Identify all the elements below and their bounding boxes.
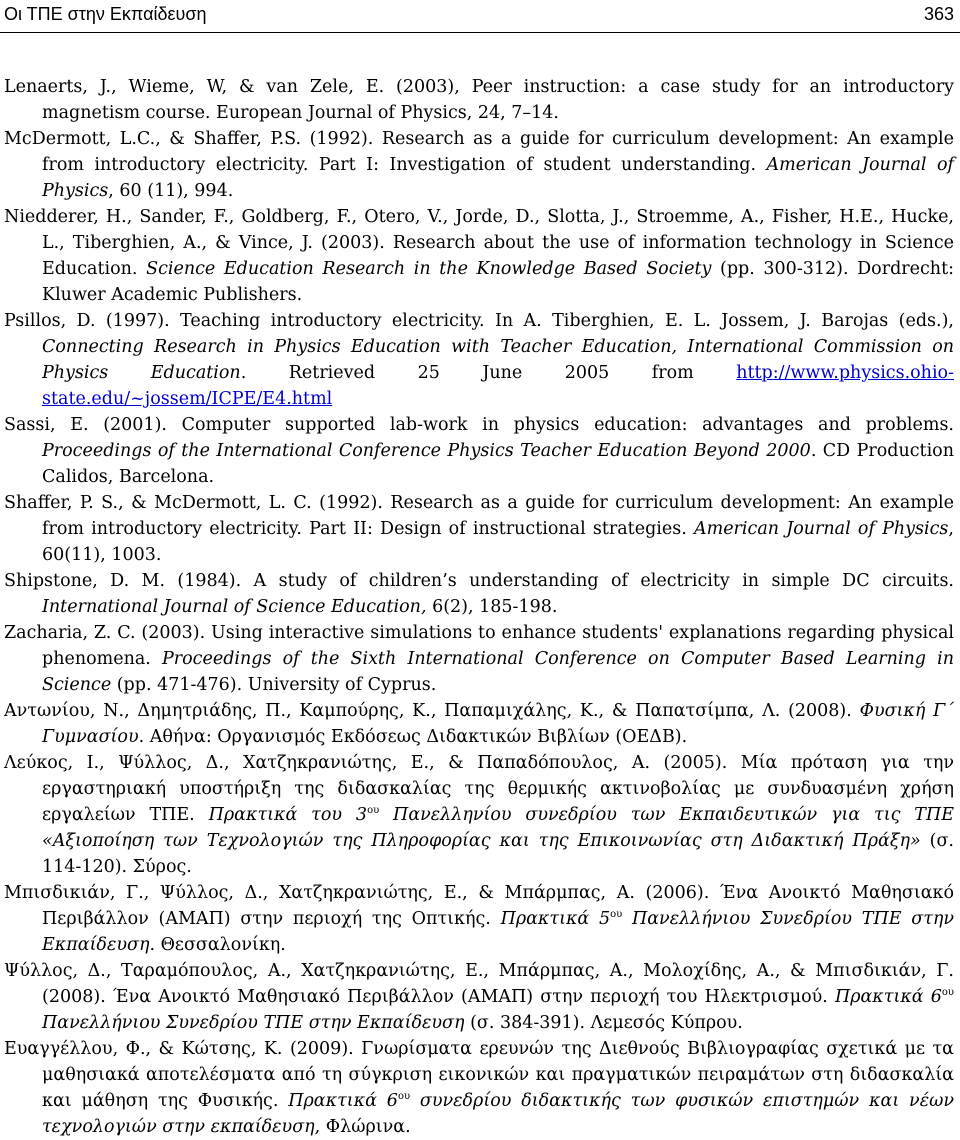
reference-details: . CD Production Calidos, Barcelona. (42, 441, 954, 487)
reference-superscript: ου (397, 1091, 411, 1103)
reference-item (4, 568, 954, 620)
reference-item (4, 958, 954, 1036)
reference-source: Πρακτικά 6 (834, 987, 942, 1007)
reference-source-cont: συνεδρίου διδακτικής των φυσικών επιστημών και νέων τεχνολογιών στην εκπαίδευση (42, 1091, 954, 1137)
reference-source: Πρακτικά 5 (500, 909, 611, 929)
reference-text: Shaffer, P. S., & McDermott, L. C. (1992). Research as a guide for curriculum development: An example from introductory electricity. Part II: Design of instructional strategies. (4, 493, 954, 539)
reference-source: Φυσική Γ΄ Γυμνασίου (42, 701, 955, 747)
reference-source-cont: Πανελλήνιου Συνεδρίου ΤΠΕ στην Εκπαίδευση (42, 1013, 465, 1033)
reference-item (4, 698, 954, 750)
reference-text: Λεύκος, Ι., Ψύλλος, Δ., Χατζηκρανιώτης, Ε., & Παπαδόπουλος, Α. (2005). Μία πρόταση για την εργαστηριακή υποστήριξη της διδασκαλίας της θερμικής ακτινοβολίας με συνδυασμένη χρήση εργαλείων ΤΠΕ. (4, 753, 954, 825)
running-title: Οι ΤΠΕ στην Εκπαίδευση (4, 4, 207, 24)
reference-text: Psillos, D. (1997). Teaching introductory electricity. In A. Tiberghien, E. L. Jossem, J. Barojas (eds.), (4, 311, 954, 331)
reference-source: American Journal of Physics (42, 155, 954, 201)
page-header (0, 0, 960, 33)
reference-source: International Journal of Science Education, (42, 597, 427, 617)
reference-item (4, 1036, 954, 1140)
reference-details: . Αθήνα: Οργανισμός Εκδόσεως Διδακτικών Βιβλίων (ΟΕΔΒ). (138, 727, 688, 747)
reference-details: . Θεσσαλονίκη. (149, 935, 286, 955)
reference-source: American Journal of Physics (693, 519, 949, 539)
reference-item (4, 74, 954, 126)
reference-details: (pp. 300-312). Dordrecht: Kluwer Academic Publishers. (42, 259, 954, 305)
reference-item (4, 620, 954, 698)
reference-text: Μπισδικιάν, Γ., Ψύλλος, Δ., Χατζηκρανιώτης, Ε., & Μπάρμπας, Α. (2006). Ένα Ανοικτό Μαθησιακό Περιβάλλον (ΑΜΑΠ) στην περιοχή της Οπτικής. (4, 883, 954, 929)
reference-source: Proceedings of the Sixth International Conference on Computer Based Learning in Science (42, 649, 954, 695)
reference-details: , 60 (11), 994. (108, 181, 234, 201)
reference-text: Ευαγγέλλου, Φ., & Κώτσης, Κ. (2009). Γνωρίσματα ερευνών της Διεθνούς Βιβλιογραφίας σχετικά με τα μαθησιακά αποτελέσματα από τη σύγκριση εικονικών και πραγματικών πειραμάτων στη διδασκαλία και μάθηση της Φυσικής. (4, 1039, 954, 1111)
reference-superscript: ου (367, 805, 380, 817)
reference-text: Shipstone, D. M. (1984). A study of children’s understanding of electricity in simple DC circuits. (4, 571, 954, 591)
reference-source: Science Education Research in the Knowledge Based Society (146, 259, 712, 279)
reference-text: Αντωνίου, Ν., Δημητριάδης, Π., Καμπούρης, Κ., Παπαμιχάλης, Κ., & Παπατσίμπα, Λ. (2008). (4, 701, 860, 721)
reference-details: 6(2), 185-198. (426, 597, 558, 617)
reference-source: Πρακτικά 6 (288, 1091, 398, 1111)
reference-text: Sassi, E. (2001). Computer supported lab-work in physics education: advantages and problems. (4, 415, 954, 435)
reference-source: Proceedings of the International Conference Physics Teacher Education Beyond 2000 (42, 441, 811, 461)
reference-superscript: ου (610, 909, 623, 921)
reference-source-cont: Πανελληνίου συνεδρίου των Εκπαιδευτικών για τις ΤΠΕ «Αξιοποίηση των Τεχνολογιών της Πληροφορίας και της Επικοινωνίας στη Διδακτική Πράξη» (42, 805, 954, 851)
reference-item (4, 126, 954, 204)
reference-text: Zacharia, Z. C. (2003). Using interactive simulations to enhance students' explanations regarding physical phenomena. (4, 623, 954, 669)
reference-item (4, 490, 954, 568)
reference-text: Ψύλλος, Δ., Ταραμόπουλος, Α., Χατζηκρανιώτης, Ε., Μπάρμπας, Α., Μολοχίδης, Α., & Μπισδικιάν, Γ. (2008). Ένα Ανοικτό Μαθησιακό Περιβάλλον (ΑΜΑΠ) στην περιοχή του Ηλεκτρισμού. (4, 961, 954, 1007)
reference-details: , Φλώρινα. (314, 1117, 411, 1137)
reference-list (4, 74, 954, 1140)
reference-source-cont: Πανελλήνιου Συνεδρίου ΤΠΕ στην Εκπαίδευση (42, 909, 954, 955)
reference-text: Lenaerts, J., Wieme, W, & van Zele, E. (2003), Peer instruction: a case study for an introductory magnetism course. European Journal of Physics, 24, 7–14. (4, 77, 954, 123)
page-number: 363 (923, 4, 954, 24)
reference-item (4, 880, 954, 958)
reference-source: Πρακτικά του 3 (208, 805, 368, 825)
reference-item (4, 308, 954, 412)
reference-superscript: ου (941, 987, 954, 999)
reference-item (4, 750, 954, 880)
reference-details: (σ. 384-391). Λεμεσός Κύπρου. (464, 1013, 743, 1033)
reference-details: . Retrieved 25 June 2005 from (240, 363, 737, 383)
reference-link[interactable]: http://www.physics.ohio-state.edu/~jossem/ICPE/E4.html (42, 363, 954, 409)
reference-details: , 60(11), 1003. (42, 519, 954, 565)
reference-details: (pp. 471-476). University of Cyprus. (111, 675, 437, 695)
reference-text: Niedderer, H., Sander, F., Goldberg, F., Otero, V., Jorde, D., Slotta, J., Stroemme, A., Fisher, H.E., Hucke, L., Tiberghien, A., & Vince, J. (2003). Research about the use of information technology in Science Education. (4, 207, 954, 279)
reference-details: (σ. 114-120). Σύρος. (42, 831, 954, 877)
reference-item (4, 204, 954, 308)
reference-item (4, 412, 954, 490)
reference-text: McDermott, L.C., & Shaffer, P.S. (1992). Research as a guide for curriculum development: An example from introductory electricity. Part I: Investigation of student understanding. (4, 129, 954, 175)
reference-source: Connecting Research in Physics Education with Teacher Education, International Commission on Physics Education (42, 337, 954, 383)
